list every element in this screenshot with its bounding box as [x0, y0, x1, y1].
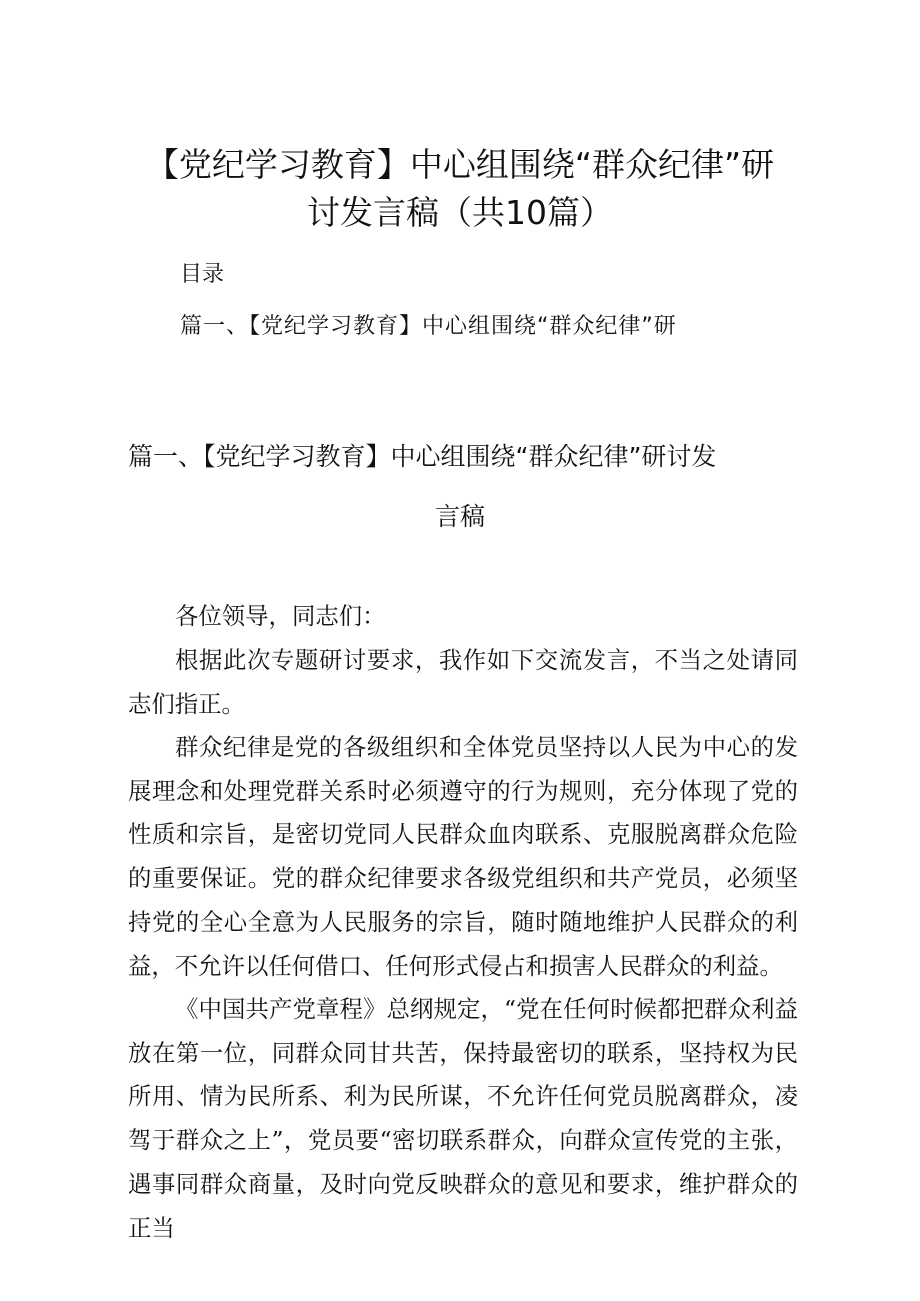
paragraph-intro: 根据此次专题研讨要求，我作如下交流发言，不当之处请同志们指正。	[128, 646, 798, 718]
section-title-line-1: 篇一、【党纪学习教育】中心组围绕“群众纪律”研讨发	[128, 442, 717, 471]
toc-heading: 目录	[180, 262, 225, 287]
toc-item-1[interactable]: 篇一、【党纪学习教育】中心组围绕“群众纪律”研	[180, 314, 677, 339]
paragraph-greeting: 各位领导，同志们：	[175, 602, 386, 630]
section-title-line-2: 言稿	[434, 502, 485, 531]
paragraph-mass-discipline: 群众纪律是党的各级组织和全体党员坚持以人民为中心的发展理念和处理党群关系时必须遵守的行为规则，充分体现了党的性质和宗旨，是密切党同人民群众血肉联系、克服脱离群众危险的重要保证。党的群众纪律要求各级党组织和共产党员，必须坚持党的全心全意为人民服务的宗旨，随时随地维护人民群众的利益，不允许以任何借口、任何形式侵占和损害人民群众的利益。	[128, 733, 798, 980]
document-title-line-1: 【党纪学习教育】中心组围绕“群众纪律”研	[145, 145, 775, 184]
paragraph-party-constitution: 《中国共产党章程》总纲规定，“党在任何时候都把群众利益放在第一位，同群众同甘共苦，保持最密切的联系，坚持权为民所用、情为民所系、利为民所谋，不允许任何党员脱离群众，凌驾于群众之上”，党员要“密切联系群众，向群众宣传党的主张，遇事同群众商量，及时向党反映群众的意见和要求，维护群众的正当	[128, 995, 798, 1242]
document-title-line-2: 讨发言稿（共10篇）	[307, 193, 613, 232]
